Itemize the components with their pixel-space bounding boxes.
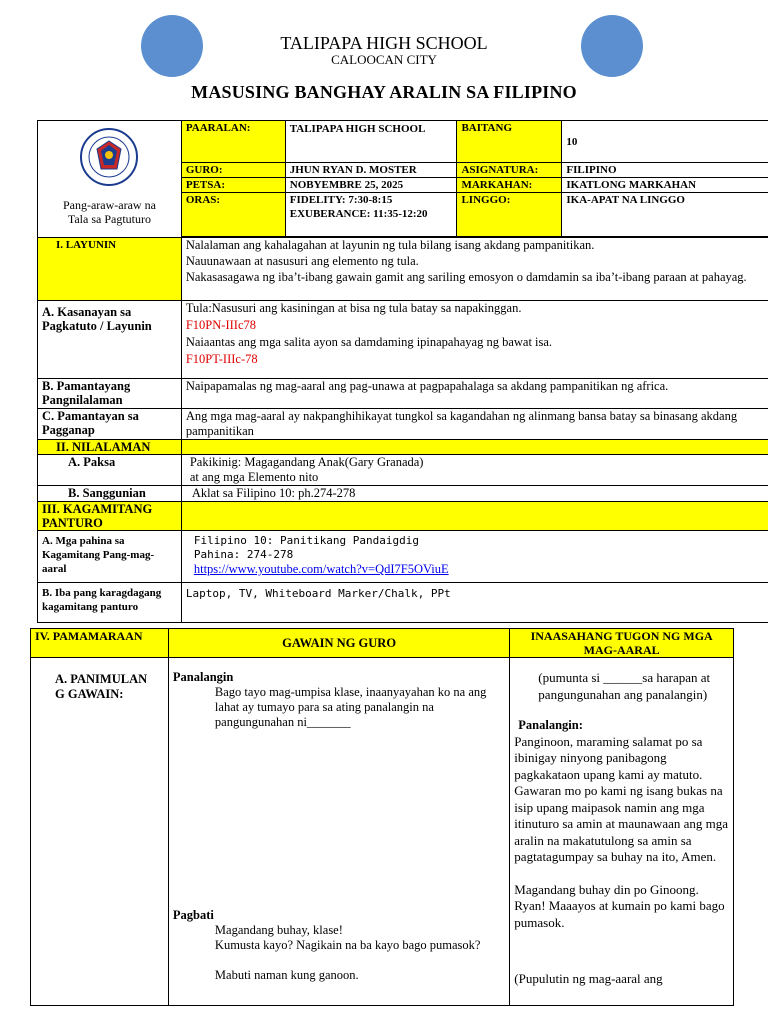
panimulang-gawain-label: A. PANIMULAN G GAWAIN: — [31, 658, 169, 1006]
seal-caption: Pang-araw-araw na Tala sa Pagtuturo — [62, 198, 156, 226]
pagbati-line-3: Mabuti naman kung ganoon. — [214, 968, 359, 982]
pamamaraan-header: IV. PAMAMARAAN — [31, 629, 169, 658]
kasanayan-label: A. Kasanayan sa Pagkatuto / Layunin — [38, 301, 182, 379]
student-responses — [510, 658, 734, 1006]
gawain-guro-header: GAWAIN NG GURO — [168, 629, 509, 658]
pangnilalaman-label: B. Pamantayang Pangnilalaman — [38, 379, 182, 409]
layunin-line-3: Nakasasagawa ng iba’t-ibang gawain gamit ang sariling emosyon o damdamin sa iba’t-ibang paraan at pahayag. — [185, 270, 747, 284]
activity-table — [30, 628, 734, 1006]
student-response-1: (pumunta si ______sa harapan at pangungunahan ang panalangin) — [538, 670, 711, 702]
panalangin-text: Bago tayo mag-umpisa klase, inaanyayahan ko na ang lahat ay tumayo para sa ating panalangin na pangungunahan ni_______ — [214, 685, 487, 729]
nilalaman-label: II. NILALAMAN — [38, 440, 182, 455]
inaasahang-tugon-header: INAASAHANG TUGON NG MGA MAG-AARAL — [510, 629, 734, 658]
kagamitan-a-line-2: Pahina: 274-278 — [193, 548, 294, 561]
layunin-line-2: Nauunawaan at nasusuri ang elemento ng tula. — [185, 254, 419, 268]
kasanayan-code-1: F10PN-IIIc78 — [185, 318, 256, 332]
kagamitan-b-text: Laptop, TV, Whiteboard Marker/Chalk, PPt — [181, 583, 768, 623]
school-name: TALIPAPA HIGH SCHOOL — [280, 33, 488, 53]
school-city: CALOOCAN CITY — [331, 52, 437, 67]
baitang-number: 10 — [566, 135, 578, 148]
layunin-line-1: Nalalaman ang kahalagahan at layunin ng tula bilang isang akdang pampanitikan. — [185, 238, 595, 252]
paaralan-label: PAARALAN: — [181, 121, 285, 163]
kagamitan-b-label: B. Iba pang karagdagang kagamitang panturo — [38, 583, 182, 623]
paksa-label: A. Paksa — [38, 455, 182, 486]
oras-label: ORAS: — [181, 193, 285, 237]
paksa-line-2: at ang mga Elemento nito — [189, 470, 319, 484]
oras-value — [285, 193, 457, 237]
layunin-label: I. LAYUNIN — [38, 238, 182, 301]
paaralan-value: TALIPAPA HIGH SCHOOL — [285, 121, 457, 163]
seal-cell — [38, 121, 182, 238]
markahan-label: MARKAHAN: — [457, 178, 562, 193]
paksa-line-1: Pakikinig: Magagandang Anak(Gary Granada) — [189, 455, 424, 469]
kasanayan-line-2: Naiaantas ang mga salita ayon sa damdaming ipinapahayag ng bawat isa. — [185, 335, 553, 349]
kasanayan-code-2: F10PT-IIIc-78 — [185, 352, 258, 366]
document-title: MASUSING BANGHAY ARALIN SA FILIPINO — [191, 82, 577, 102]
asignatura-value: FILIPINO — [562, 163, 768, 178]
kasanayan-content — [181, 301, 768, 379]
kagamitan-label: III. KAGAMITANG PANTURO — [38, 502, 182, 531]
student-last: (Pupulutin ng mag-aaral ang — [514, 971, 663, 986]
youtube-link[interactable]: https://www.youtube.com/watch?v=QdI7F5OViuE — [193, 562, 449, 576]
baitang-value — [562, 121, 768, 163]
kagamitan-a-label: A. Mga pahina sa Kagamitang Pang-mag-aaral — [38, 531, 182, 583]
pagganap-label: C. Pamantayan sa Pagganap — [38, 409, 182, 440]
pangnilalaman-text: Naipapamalas ng mag-aaral ang pag-unawa at pagpapahalaga sa akdang pampanitikan ng africa. — [181, 379, 768, 409]
oras-exuberance: EXUBERANCE: 11:35-12:20 — [289, 208, 428, 220]
kasanayan-line-1: Tula:Nasusuri ang kasiningan at bisa ng tula batay sa napakinggan. — [185, 301, 522, 315]
kagamitan-bar — [181, 502, 768, 531]
deped-seal-icon — [79, 127, 139, 187]
linggo-label: LINGGO: — [457, 193, 562, 237]
pagbati-line-2: Kumusta kayo? Nagikain na ba kayo bago pumasok? — [214, 938, 481, 952]
oras-fidelity: FIDELITY: 7:30-8:15 — [289, 194, 393, 206]
panalangin-title: Panalangin — [172, 670, 234, 684]
petsa-value: NOBYEMBRE 25, 2025 — [285, 178, 457, 193]
linggo-value: IKA-APAT NA LINGGO — [562, 193, 768, 237]
petsa-label: PETSA: — [181, 178, 285, 193]
guro-value: JHUN RYAN D. MOSTER — [285, 163, 457, 178]
guro-label: GURO: — [181, 163, 285, 178]
baitang-label: BAITANG — [457, 121, 562, 163]
sanggunian-label: B. Sanggunian — [38, 486, 182, 502]
layunin-content — [181, 238, 768, 301]
asignatura-label: ASIGNATURA: — [457, 163, 562, 178]
student-prayer: Panginoon, maraming salamat po sa ibinigay ninyong panibagong pagkakataon upang kami ay matuto. Gawaran mo po kami ng isang bukas na isip upang maipasok namin ang mga itinuturo sa amin at maunawaan ang mga aralin na makatutulong sa amin sa pagtatagumpay sa buhay na ito, Amen. — [514, 733, 729, 864]
pagganap-text: Ang mga mag-aaral ay nakpanghihikayat tungkol sa kagandahan ng alinmang bansa batay sa binasang akdang pampanitikan — [181, 409, 768, 440]
pagbati-title: Pagbati — [172, 908, 214, 922]
paksa-content — [181, 455, 768, 486]
student-panalangin-title: Panalangin: — [518, 718, 583, 732]
lesson-info-table — [37, 120, 768, 623]
teacher-activities — [168, 658, 509, 1006]
kagamitan-a-line-1: Filipino 10: Panitikang Pandaigdig — [193, 534, 420, 547]
sanggunian-text: Aklat sa Filipino 10: ph.274-278 — [181, 486, 768, 502]
nilalaman-bar — [181, 440, 768, 455]
pagbati-line-1: Magandang buhay, klase! — [214, 923, 343, 937]
markahan-value: IKATLONG MARKAHAN — [562, 178, 768, 193]
kagamitan-a-content — [181, 531, 768, 583]
student-greeting: Magandang buhay din po Ginoong. Ryan! Maaayos at kumain po kami bago pumasok. — [514, 881, 725, 930]
